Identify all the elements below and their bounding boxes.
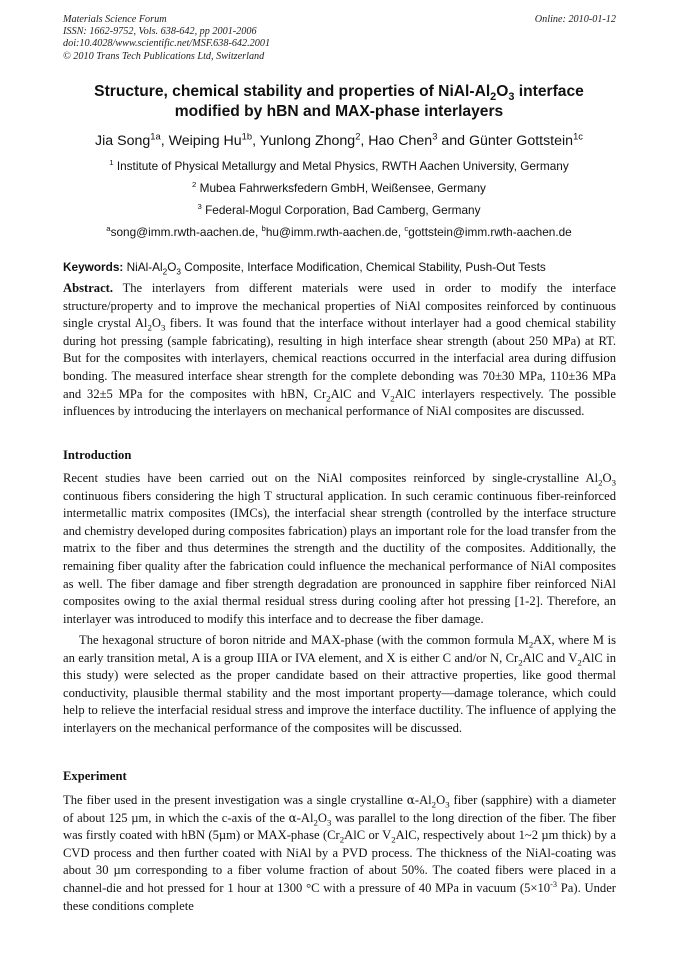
introduction-paragraph-1: Recent studies have been carried out on the NiAl composites reinforced by single-crystalline $Al_2O_3$ continuous fibers considering the high T structural application. In such ceramic continuous fiber-reinforced intermetallic matrix composites (IMCs), the interfacial shear strength (controlled by the interface structure and chemistry developed during composites fabrication) plays an important role for the load transfer from the matrix to the fiber and thus determines the strength and the ductility of the composites. Additionally, the remaining fiber quality after the fabrication could influence the mechanical performance of NiAl composites as well. The fiber damage and fiber strength degradation are pronounced in sapphire fiber reinforced NiAl composites owing to the axial thermal residual stress during cooling after hot pressing [1-2]. Therefore, an interlayer was introduced to modify this interface and to decrease the fiber damage. <box>63 471 616 626</box>
introduction-paragraph-2: The hexagonal structure of boron nitride and MAX-phase (with the common formula $M_2AX$, where M is an early transition metal, A is a group IIIA or IVA element, and X is either C and/or N, $Cr_2AlC$ and $V_2AlC$ in this study) were selected as the proper candidate based on their attractive properties, like good thermal conductivity, plausible thermal stability and the most important property—damage tolerance, which could help to relieve the interfacial residual stress and improve the interface ductility. The influence of applying the interlayers on the mechanical performance of the composites will be discussed. <box>63 633 616 735</box>
email-line: $^a$song@imm.rwth-aachen.de, $^b$hu@imm.rwth-aachen.de, $^c$gottstein@imm.rwth-aachen.de <box>106 224 572 239</box>
copyright-line: © 2010 Trans Tech Publications Ltd, Switzerland <box>63 50 265 62</box>
doi-line[interactable]: doi:10.4028/www.scientific.net/MSF.638-642.2001 <box>63 38 271 50</box>
author: Jia Song$^{1a}$, <box>95 131 169 149</box>
online-date: Online: 2010-01-12 <box>534 14 616 25</box>
keywords-label: Keywords: <box>63 260 124 274</box>
affiliation-2: $^2$ Mubea Fahrwerksfedern GmbH, Weißensee, Germany <box>192 180 486 195</box>
keywords-line: Keywords: NiAl-$Al_2O_3$ Composite, Interface Modification, Chemical Stability, Push-Out Tests <box>63 260 546 277</box>
abstract-label: Abstract. <box>63 281 114 295</box>
email-link[interactable]: hu@imm.rwth-aachen.de, <box>265 225 405 239</box>
title-line-1: Structure, chemical stability and properties of NiAl-$Al_2O_3$ interface <box>94 83 584 104</box>
author: Yunlong Zhong$^2$, <box>259 131 369 149</box>
affiliation-3: $^3$ Federal-Mogul Corporation, Bad Camberg, Germany <box>197 202 481 217</box>
affiliation-1: $^1$ Institute of Physical Metallurgy and Metal Physics, RWTH Aachen University, Germany <box>109 158 569 173</box>
abstract-paragraph: Abstract. The interlayers from different materials were used in order to modify the interface structure/property and to improve the mechanical properties of NiAl composites reinforced by continuous single crystal $Al_2O_3$ fibers. It was found that the interface without interlayer had a good chemical stability during hot pressing (sample fabricating), resulting in high interface shear strength (about 250 MPa) at RT. But for the composites with interlayers, chemical reactions occurred in the interfacial area during diffusion bonding. The measured interface shear strength for the complete debonding was 70±30 MPa, 110±36 MPa and 32±5 MPa for the composites with hBN, $Cr_2AlC$ and $V_2AlC$ interlayers respectively. The possible influences by introducing the interlayers on mechanical performance of NiAl composites are discussed. <box>63 281 617 419</box>
paper-title <box>40 82 638 122</box>
author: Günter Gottstein$^{1c}$ <box>468 131 583 149</box>
journal-name: Materials Science Forum <box>63 14 167 25</box>
experiment-paragraph: The fiber used in the present investigation was a single crystalline $\alpha-Al_2O_3$ fiber (sapphire) with a diameter of about 125 µm, in which the c-axis of the $\alpha-Al_2O_3$ was parallel to the long direction of the fiber. The fiber was firstly coated with hBN (5µm) or MAX-phase ($Cr_2AlC$ or $V_2AlC$, respectively about 1~2 µm thick) by a CVD process and then further coated with NiAl by a PVD process. The thickness of the NiAl-coating was about 30 µm corresponding to a fiber volume fraction of about 50%. The coated fibers were placed in a channel-die and hot pressed for 1 hour at 1300 °C with a pressure of 40 MPa in vacuum ($5\times 10^{-3}$ Pa). Under these conditions complete <box>63 793 617 913</box>
author-list <box>40 132 638 150</box>
issn-line: ISSN: 1662-9752, Vols. 638-642, pp 2001-2006 <box>63 26 257 38</box>
author: Hao Chen$^3$ and <box>368 131 469 149</box>
email-link[interactable]: gottstein@imm.rwth-aachen.de <box>408 225 572 239</box>
experiment-heading: Experiment <box>63 769 127 783</box>
introduction-heading: Introduction <box>63 448 132 462</box>
email-link[interactable]: song@imm.rwth-aachen.de, <box>110 225 262 239</box>
author: Weiping $Hu^{1b}$, <box>168 131 260 149</box>
title-line-2: modified by hBN and MAX-phase interlayers <box>174 103 504 120</box>
journal-header <box>63 14 616 63</box>
